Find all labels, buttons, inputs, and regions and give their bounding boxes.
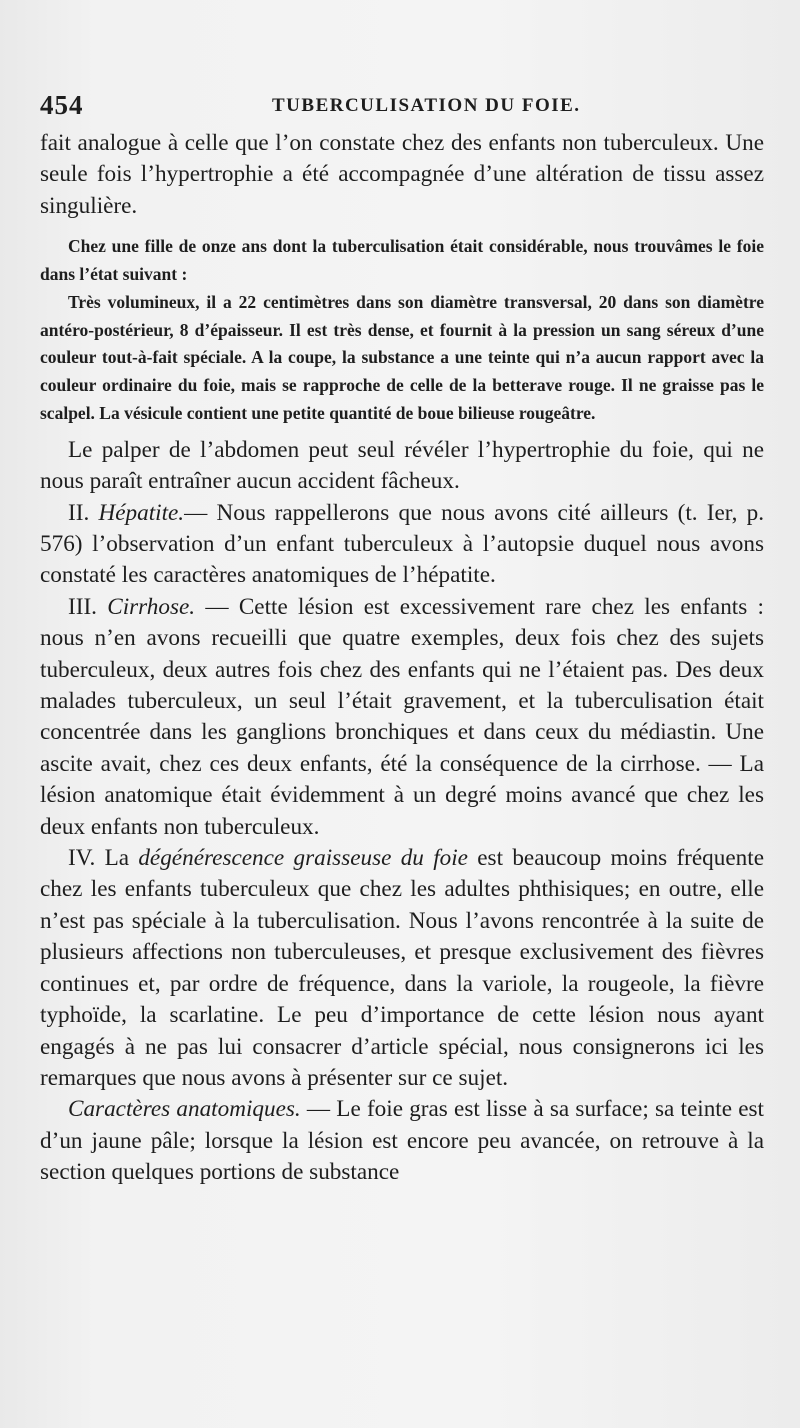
section-number: III. [68,593,97,620]
section-number: IV. La [68,845,130,872]
paragraph-palpation: Le palper de l’abdomen peut seul révéler l’hypertrophie du foie, qui ne nous paraît entraîner aucun accident fâcheux. [40,436,764,495]
section-text: — Le foie gras est lisse à sa surface; sa teinte est d’un jaune pâle; lorsque la lésion est encore peu avancée, on retrouve à la section quelques portions de substance [40,1096,764,1186]
running-title: TUBERCULISATION DU FOIE. [272,95,581,116]
paragraph-continuation: fait analogue à celle que l’on constate chez des enfants non tuberculeux. Une seule fois l’hypertrophie a été accompagnée d’une altération de tissu assez singulière. [40,130,764,219]
page-body [40,128,764,1189]
section-degenerescence [40,843,764,1094]
page-number: 454 [40,90,84,120]
section-text: est beaucoup moins fréquente chez les enfants tuberculeux que chez les adultes phthisiques; en outre, elle n’est pas spéciale à la tuberculisation. Nous l’avons rencontrée à la suite de plusieurs affections non tuberculeuses, et presque exclusivement des fièvres continues et, par ordre de fréquence, dans la variole, la rougeole, la fièvre typhoïde, la scarlatine. Le peu d’importance de cette lésion nous ayant engagés à ne pas lui consacrer d’article spécial, nous consignerons ici les remarques que nous avons à présenter sur ce sujet. [40,845,764,1091]
observation-intro: Chez une fille de onze ans dont la tuberculisation était considérable, nous trouvâmes le foie dans l’état suivant : [40,236,764,285]
section-cirrhose [40,592,764,843]
section-text: — Cette lésion est excessivement rare chez les enfants : nous n’en avons recueilli que quatre exemples, deux fois chez des sujets tuberculeux, deux autres fois chez des enfants qui ne l’étaient pas. Des deux malades tuberculeux, un seul l’était gravement, et la tuberculisation était concentrée dans les ganglions bronchiques et dans ceux du médiastin. Une ascite avait, chez ces deux enfants, été la conséquence de la cirrhose. — La lésion anatomique était évidemment à un degré moins avancé que chez les deux enfants non tuberculeux. [40,593,764,840]
section-title: Hépatite. [98,499,185,526]
section-title: dégénérescence graisseuse du foie [138,845,468,872]
section-title: Cirrhose. [107,593,196,620]
observation-block [40,233,764,428]
page-header [40,90,760,124]
section-number: II. [68,499,90,526]
section-text: — Nous rappellerons que nous avons cité ailleurs (t. Ier, p. 576) l’observation d’un enfant tuberculeux à l’autopsie duquel nous avons constaté les caractères anatomiques de l’hépatite. [40,499,764,589]
section-title: Caractères anatomiques. [68,1096,301,1123]
section-hepatite [40,498,764,592]
observation-description: Très volumineux, il a 22 centimètres dans son diamètre transversal, 20 dans son diamètre antéro-postérieur, 8 d’épaisseur. Il est très dense, et fournit à la pression un sang séreux d’une couleur tout-à-fait spéciale. A la coupe, la substance a une teinte qui n’a aucun rapport avec la couleur ordinaire du foie, mais se rapproche de celle de la betterave rouge. Il ne graisse pas le scalpel. La vésicule contient une petite quantité de boue bilieuse rougeâtre. [40,291,764,423]
section-caracteres [40,1094,764,1188]
